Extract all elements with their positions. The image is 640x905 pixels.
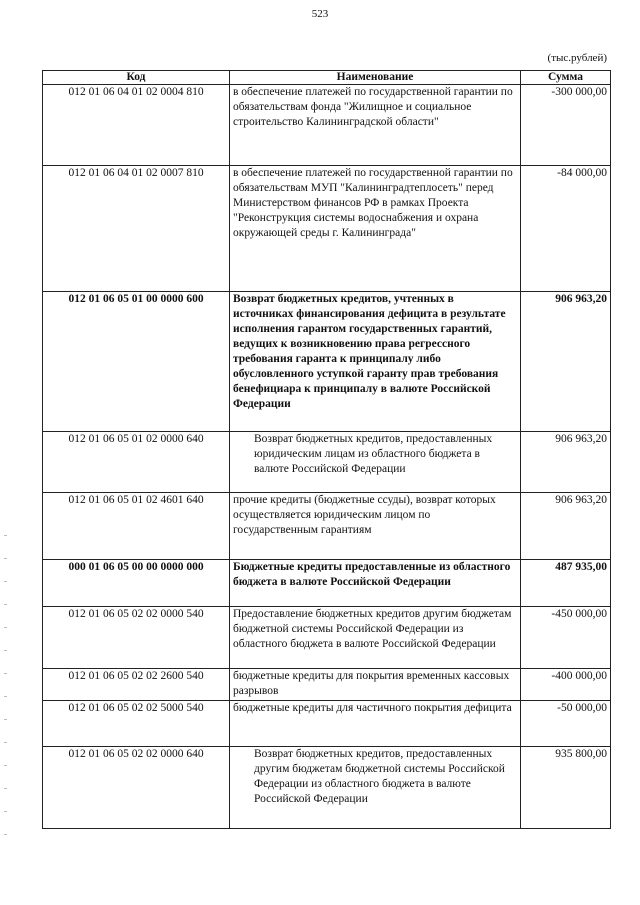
header-sum: Сумма xyxy=(521,71,611,85)
table-row xyxy=(43,701,611,747)
row-code: 012 01 06 05 02 02 2600 540 xyxy=(43,669,230,701)
row-code: 012 01 06 05 02 02 5000 540 xyxy=(43,701,230,747)
row-name: в обеспечение платежей по государственной гарантии по обязательствам МУП "Калининградтеплосеть" перед Министерством финансов РФ в рамках Проекта "Реконструкция системы водоснабжения и охрана окружающей среды г. Калининграда" xyxy=(230,166,521,292)
row-name: Возврат бюджетных кредитов, предоставленных другим бюджетам бюджетной системы Российской Федерации из областного бюджета в валюте Российской Федерации xyxy=(230,747,521,829)
row-code: 000 01 06 05 00 00 0000 000 xyxy=(43,560,230,607)
row-name: Возврат бюджетных кредитов, предоставленных юридическим лицам из областного бюджета в валюте Российской Федерации xyxy=(230,432,521,493)
units-label: (тыс.рублей) xyxy=(547,52,607,64)
row-sum: 935 800,00 xyxy=(521,747,611,829)
row-code: 012 01 06 05 01 02 0000 640 xyxy=(43,432,230,493)
row-name: Бюджетные кредиты предоставленные из областного бюджета в валюте Российской Федерации xyxy=(230,560,521,607)
table-row xyxy=(43,560,611,607)
table-row xyxy=(43,432,611,493)
row-name: Предоставление бюджетных кредитов другим бюджетам бюджетной системы Российской Федерации из областного бюджета в валюте Российской Федерации xyxy=(230,607,521,669)
row-code: 012 01 06 05 01 02 4601 640 xyxy=(43,493,230,560)
row-code: 012 01 06 05 02 02 0000 540 xyxy=(43,607,230,669)
row-sum: 906 963,20 xyxy=(521,292,611,432)
row-sum: -84 000,00 xyxy=(521,166,611,292)
table-row xyxy=(43,493,611,560)
table-row xyxy=(43,166,611,292)
header-code: Код xyxy=(43,71,230,85)
table-row xyxy=(43,669,611,701)
page-number: 523 xyxy=(311,8,329,20)
table-row xyxy=(43,607,611,669)
row-sum: -450 000,00 xyxy=(521,607,611,669)
row-code: 012 01 06 04 01 02 0007 810 xyxy=(43,166,230,292)
table-row xyxy=(43,85,611,166)
row-sum: -300 000,00 xyxy=(521,85,611,166)
table-header-row xyxy=(43,71,611,85)
row-name: Возврат бюджетных кредитов, учтенных в источниках финансирования дефицита в результате исполнения гарантом государственных гарантий, ведущих к возникновению права регрессного требования гаранта к принципалу либо обусловленного уступкой гаранту прав требования бенефициара к принципалу в валюте Российской Федерации xyxy=(230,292,521,432)
row-sum: 906 963,20 xyxy=(521,493,611,560)
margin-dots xyxy=(4,535,7,857)
budget-sources-table xyxy=(42,70,611,829)
row-name: бюджетные кредиты для частичного покрытия дефицита xyxy=(230,701,521,747)
row-sum: 487 935,00 xyxy=(521,560,611,607)
row-code: 012 01 06 05 02 02 0000 640 xyxy=(43,747,230,829)
table-row xyxy=(43,747,611,829)
row-sum: -400 000,00 xyxy=(521,669,611,701)
row-sum: 906 963,20 xyxy=(521,432,611,493)
row-name: в обеспечение платежей по государственной гарантии по обязательствам фонда "Жилищное и социальное строительство Калининградской области" xyxy=(230,85,521,166)
table-row xyxy=(43,292,611,432)
row-code: 012 01 06 05 01 00 0000 600 xyxy=(43,292,230,432)
header-name: Наименование xyxy=(230,71,521,85)
row-name: бюджетные кредиты для покрытия временных кассовых разрывов xyxy=(230,669,521,701)
row-name: прочие кредиты (бюджетные ссуды), возврат которых осуществляется юридическим лицом по государственным гарантиям xyxy=(230,493,521,560)
row-code: 012 01 06 04 01 02 0004 810 xyxy=(43,85,230,166)
row-sum: -50 000,00 xyxy=(521,701,611,747)
